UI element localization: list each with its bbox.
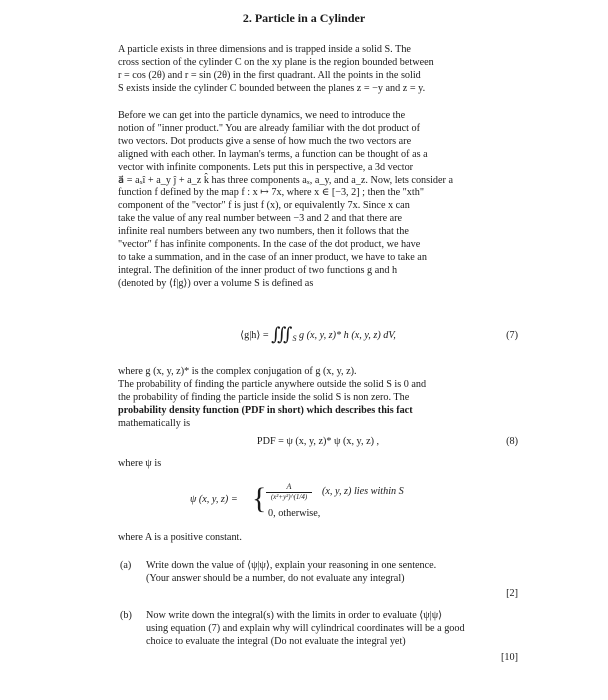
question-label: (b) — [120, 610, 132, 621]
integral-subscript: S — [292, 334, 297, 344]
paragraph-line: Before we can get into the particle dynamics, we need to introduce the — [118, 110, 406, 121]
paragraph-line: probability density function (PDF in short) which describes this fact — [118, 404, 413, 416]
question-line: Write down the value of ⟨ψ|ψ⟩, explain your reasoning in one sentence. — [146, 560, 437, 571]
question-line: choice to evaluate the integral (Do not evaluate the integral yet) — [146, 635, 406, 647]
marks-badge: [2] — [506, 588, 518, 599]
intro-line: cross section of the cylinder C on the xy plane is the region bounded between — [118, 56, 434, 68]
paragraph-line: "vector" f has infinite components. In the case of the dot product, we have — [118, 239, 421, 251]
paragraph-line: mathematically is — [118, 417, 191, 429]
question-line: (Your answer should be a number, do not evaluate any integral) — [146, 572, 405, 584]
question-a — [118, 560, 518, 600]
inner-product-paragraph — [118, 110, 518, 291]
paragraph-line: (denoted by ⟨f|g⟩) over a volume S is defined as — [118, 277, 314, 289]
paragraph-line: aligned with each other. In layman's terms, a function can be thought of as a — [118, 148, 428, 160]
intro-paragraph — [118, 44, 518, 96]
triple-integral-symbol: ∭ — [271, 324, 293, 344]
equation-7 — [118, 326, 518, 350]
eq7-lhs: ⟨g|h⟩ = — [240, 330, 269, 341]
intro-line: A particle exists in three dimensions and is trapped inside a solid S. The — [118, 44, 411, 55]
question-line: Now write down the integral(s) with the limits in order to evaluate ⟨ψ|ψ⟩ — [146, 610, 443, 621]
question-line: using equation (7) and explain why will cylindrical coordinates will be a good — [146, 622, 465, 634]
fraction-numerator: A — [266, 482, 312, 493]
probability-paragraph — [118, 366, 518, 431]
paragraph-line: two vectors. Dot products give a sense of how much the two vectors are — [118, 135, 412, 147]
paragraph-line: take the value of any real number between −3 and 2 and that there are — [118, 213, 403, 225]
eq8-body: PDF = ψ (x, y, z)* ψ (x, y, z) , — [256, 436, 380, 447]
intro-line: S exists inside the cylinder C bounded between the planes z = −y and z = y. — [118, 82, 426, 94]
intro-line: r = cos (2θ) and r = sin (2θ) in the first quadrant. All the points in the solid — [118, 69, 421, 81]
psi-fraction — [266, 482, 312, 502]
paragraph-line: to take a summation, and in the case of an inner product, we have to take an — [118, 251, 427, 263]
equation-number-8: (8) — [506, 436, 518, 447]
question-text — [146, 610, 518, 649]
paragraph-line: a⃗ = aₓî + a_y ĵ + a_z k̂ has three components aₓ, a_y, and a_z. Now, lets consider a — [118, 174, 454, 186]
marks-badge: [10] — [501, 652, 518, 663]
paragraph-line: the probability of finding the particle inside the solid S is non zero. The — [118, 391, 410, 403]
eq7-rhs: g (x, y, z)* h (x, y, z) dV, — [298, 330, 396, 341]
brace-symbol: { — [252, 482, 267, 515]
paragraph-line: function f defined by the map f : x ↦ 7x, where x ∈ [−3, 2] ; then the "xth" — [118, 187, 424, 199]
where-A — [118, 532, 518, 545]
psi-definition — [190, 480, 490, 524]
question-label: (a) — [120, 560, 132, 571]
equation-number-7: (7) — [506, 330, 518, 341]
question-text — [146, 560, 518, 586]
paragraph-line: integral. The definition of the inner product of two functions g and h — [118, 264, 398, 276]
case1-condition: (x, y, z) lies within S — [322, 486, 404, 497]
section-title: 2. Particle in a Cylinder — [242, 11, 366, 25]
where-psi-text: where ψ is — [118, 458, 162, 469]
case2-text: 0, otherwise, — [268, 508, 321, 519]
question-b — [118, 610, 518, 670]
where-A-text: where A is a positive constant. — [118, 532, 242, 543]
paragraph-line: vector with infinite components. Lets put this in perspective, a 3d vector — [118, 161, 414, 173]
paragraph-line: where g (x, y, z)* is the complex conjugation of g (x, y, z). — [118, 366, 357, 377]
psi-lhs: ψ (x, y, z) = — [190, 494, 238, 505]
paragraph-line: component of the "vector" f is just f (x), or equivalently 7x. Since x can — [118, 200, 410, 212]
paragraph-line: notion of "inner product." You are already familiar with the dot product of — [118, 122, 420, 134]
equation-8 — [118, 436, 518, 456]
fraction-denominator: (x²+y²)^(1/4) — [270, 493, 308, 501]
where-psi — [118, 458, 518, 471]
paragraph-line: infinite real numbers between any two numbers, then it follows that the — [118, 226, 409, 238]
paragraph-line: The probability of finding the particle anywhere outside the solid S is 0 and — [118, 378, 427, 390]
